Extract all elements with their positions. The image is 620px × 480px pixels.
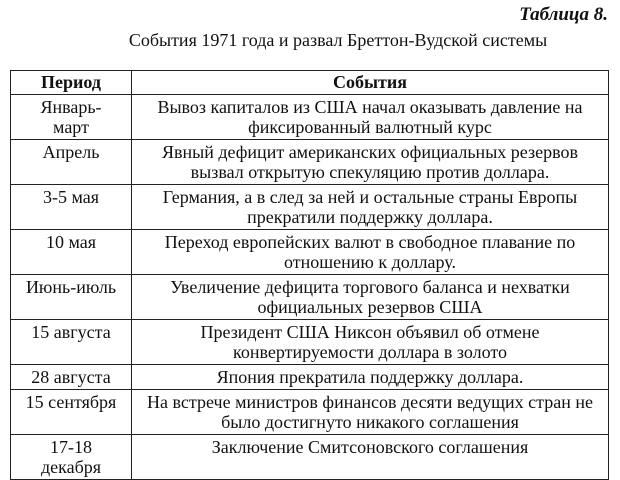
row-event: Президент США Никсон объявил об отмене конвертируемости доллара в золото [132,320,609,365]
row-event: Япония прекратила поддержку доллара. [132,365,609,390]
row-event: На встрече министров финансов десяти ведущих стран не было достигнуто никакого соглашения [132,390,609,435]
table-number: Таблица 8. [519,4,608,25]
header-period: Период [11,71,132,95]
row-period: 15 сентября [11,390,132,435]
row-event: Явный дефицит американских официальных резервов вызвал открытую спекуляцию против доллара. [132,140,609,185]
row-period: Июнь-июль [11,275,132,320]
row-period: Январь- март [11,95,132,140]
row-period: Апрель [11,140,132,185]
table-row [11,185,609,230]
header-events: События [132,71,609,95]
row-event: Переход европейских валют в свободное плавание по отношению к доллару. [132,230,609,275]
table-row [11,230,609,275]
row-event: Увеличение дефицита торгового баланса и нехватки официальных резервов США [132,275,609,320]
row-period: 17-18 декабря [11,435,132,480]
table-row [11,390,609,435]
row-event: Заключение Смитсоновского соглашения [132,435,609,480]
table-row [11,275,609,320]
row-period: 15 августа [11,320,132,365]
row-event: Вывоз капиталов из США начал оказывать давление на фиксированный валютный курс [132,95,609,140]
row-period: 28 августа [11,365,132,390]
table-title: События 1971 года и развал Бреттон-Вудской системы [128,30,548,50]
table-row [11,140,609,185]
table-row [11,320,609,365]
row-period: 10 мая [11,230,132,275]
table-row [11,95,609,140]
table-row [11,365,609,390]
table-header-row [11,71,609,95]
row-period: 3-5 мая [11,185,132,230]
events-table [10,70,609,480]
row-event: Германия, а в след за ней и остальные страны Европы прекратили поддержку доллара. [132,185,609,230]
table-row [11,435,609,480]
table-body [11,95,609,480]
